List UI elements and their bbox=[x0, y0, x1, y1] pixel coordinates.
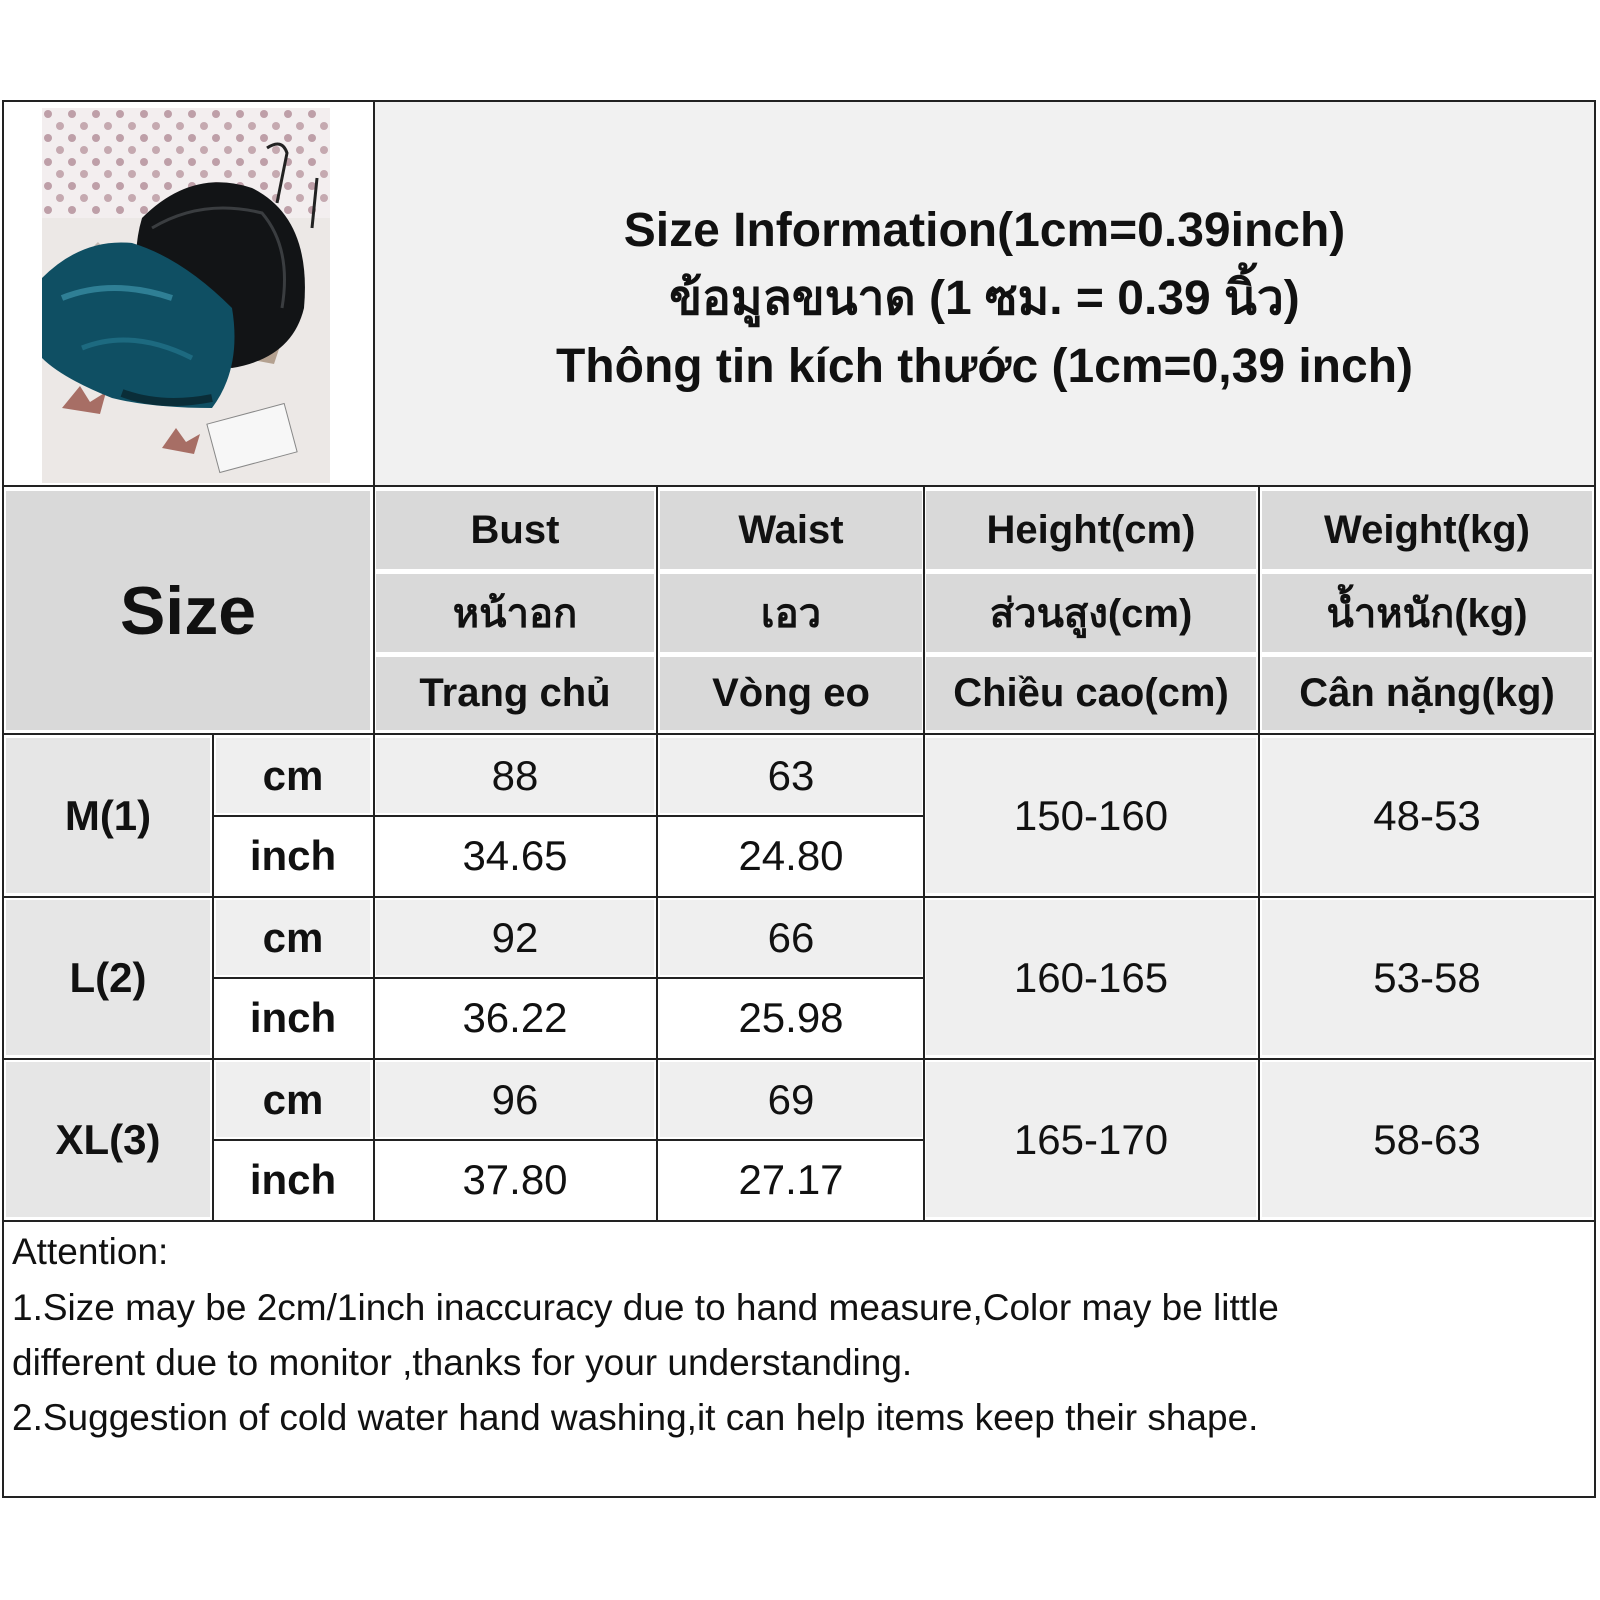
header-bottom-rule bbox=[2, 733, 1596, 735]
unit-cm bbox=[216, 900, 370, 975]
waist-inch-text: 25.98 bbox=[738, 993, 844, 1041]
table-top-rule bbox=[2, 485, 1596, 487]
weight-text: 48-53 bbox=[1373, 791, 1481, 839]
sub-rule-3 bbox=[212, 1139, 924, 1141]
col-height-th bbox=[926, 574, 1256, 652]
unit-inch bbox=[216, 1142, 370, 1217]
height-text: 165-170 bbox=[1013, 1115, 1169, 1163]
bust-cm-text: 92 bbox=[491, 913, 539, 961]
bust-cm-value bbox=[376, 1062, 654, 1137]
unit-cm bbox=[216, 738, 370, 813]
bust-cm-value bbox=[376, 900, 654, 975]
size-label-l bbox=[6, 900, 210, 1055]
size-header bbox=[6, 491, 370, 730]
unit-inch-label: inch bbox=[249, 1155, 337, 1203]
col-waist-th-label: เอว bbox=[760, 592, 822, 636]
height-value bbox=[926, 900, 1256, 1055]
weight-value bbox=[1262, 1062, 1592, 1217]
col-waist-en bbox=[660, 491, 922, 569]
size-label-text: XL(3) bbox=[55, 1115, 161, 1163]
col-height-en-label: Height(cm) bbox=[986, 507, 1196, 552]
col-weight-th-label: น้ำหนัก(kg) bbox=[1326, 592, 1528, 636]
waist-cm-value bbox=[660, 1062, 922, 1137]
col-bust-vi bbox=[376, 657, 654, 730]
title-english: Size Information(1cm=0.39inch) bbox=[623, 204, 1346, 257]
table-bottom-rule bbox=[2, 1220, 1596, 1222]
col-weight-vi bbox=[1262, 657, 1592, 730]
col-divider-waist bbox=[923, 487, 925, 1220]
unit-inch-label: inch bbox=[249, 831, 337, 879]
waist-cm-value bbox=[660, 738, 922, 813]
col-waist-vi-label: Vòng eo bbox=[712, 671, 870, 715]
col-bust-th bbox=[376, 574, 654, 652]
col-weight-en bbox=[1262, 491, 1592, 569]
unit-inch-label: inch bbox=[249, 993, 337, 1041]
waist-inch-text: 24.80 bbox=[738, 831, 844, 879]
height-value bbox=[926, 738, 1256, 893]
title-vietnamese: Thông tin kích thước (1cm=0,39 inch) bbox=[555, 340, 1413, 393]
attention-line-2: different due to monitor ,thanks for your understanding. bbox=[12, 1342, 913, 1383]
size-label-m bbox=[6, 738, 210, 893]
col-weight-th bbox=[1262, 574, 1592, 652]
unit-cm-label: cm bbox=[262, 913, 324, 961]
size-label-xl bbox=[6, 1062, 210, 1217]
col-bust-vi-label: Trang chủ bbox=[419, 671, 611, 715]
col-bust-en-label: Bust bbox=[470, 507, 560, 552]
col-weight-en-label: Weight(kg) bbox=[1324, 507, 1530, 552]
waist-cm-text: 63 bbox=[767, 751, 815, 799]
product-photo bbox=[42, 108, 330, 483]
waist-inch-value bbox=[660, 1142, 922, 1217]
col-divider-size bbox=[373, 487, 375, 1220]
attention-heading: Attention: bbox=[12, 1231, 169, 1272]
weight-text: 58-63 bbox=[1373, 1115, 1481, 1163]
bust-inch-text: 34.65 bbox=[462, 831, 568, 879]
row-rule-1 bbox=[2, 896, 1596, 898]
weight-value bbox=[1262, 738, 1592, 893]
col-waist-en-label: Waist bbox=[738, 507, 844, 552]
title-block bbox=[375, 102, 1594, 485]
sub-rule-2 bbox=[212, 977, 924, 979]
waist-cm-text: 66 bbox=[767, 913, 815, 961]
bust-inch-text: 36.22 bbox=[462, 993, 568, 1041]
unit-inch bbox=[216, 980, 370, 1055]
height-text: 160-165 bbox=[1013, 953, 1169, 1001]
col-divider-height bbox=[1258, 487, 1260, 1220]
size-header-label: Size bbox=[119, 572, 257, 649]
col-height-th-label: ส่วนสูง(cm) bbox=[989, 592, 1193, 636]
col-weight-vi-label: Cân nặng(kg) bbox=[1299, 671, 1555, 715]
bust-inch-value bbox=[376, 1142, 654, 1217]
unit-inch bbox=[216, 818, 370, 893]
product-image bbox=[42, 108, 330, 483]
waist-inch-text: 27.17 bbox=[738, 1155, 844, 1203]
bust-cm-text: 88 bbox=[491, 751, 539, 799]
waist-inch-value bbox=[660, 818, 922, 893]
col-bust-th-label: หน้าอก bbox=[452, 592, 578, 636]
size-label-text: M(1) bbox=[64, 791, 152, 839]
col-height-en bbox=[926, 491, 1256, 569]
sub-rule-1 bbox=[212, 815, 924, 817]
waist-cm-text: 69 bbox=[767, 1075, 815, 1123]
title-thai: ข้อมูลขนาด (1 ซม. = 0.39 นิ้ว) bbox=[669, 272, 1300, 325]
attention-line-3: 2.Suggestion of cold water hand washing,it can help items keep their shape. bbox=[12, 1397, 1259, 1438]
unit-cm-label: cm bbox=[262, 1075, 324, 1123]
bust-cm-text: 96 bbox=[491, 1075, 539, 1123]
col-waist-vi bbox=[660, 657, 922, 730]
height-text: 150-160 bbox=[1013, 791, 1169, 839]
unit-cm bbox=[216, 1062, 370, 1137]
bust-inch-value bbox=[376, 980, 654, 1055]
waist-inch-value bbox=[660, 980, 922, 1055]
unit-cm-label: cm bbox=[262, 751, 324, 799]
col-height-vi bbox=[926, 657, 1256, 730]
bust-cm-value bbox=[376, 738, 654, 813]
weight-value bbox=[1262, 900, 1592, 1055]
bust-inch-text: 37.80 bbox=[462, 1155, 568, 1203]
size-label-text: L(2) bbox=[69, 953, 147, 1001]
col-bust-en bbox=[376, 491, 654, 569]
bust-inch-value bbox=[376, 818, 654, 893]
col-height-vi-label: Chiều cao(cm) bbox=[953, 671, 1229, 715]
attention-line-1: 1.Size may be 2cm/1inch inaccuracy due to hand measure,Color may be little bbox=[12, 1287, 1279, 1328]
weight-text: 53-58 bbox=[1373, 953, 1481, 1001]
col-waist-th bbox=[660, 574, 922, 652]
col-divider-bust bbox=[656, 487, 658, 1220]
height-value bbox=[926, 1062, 1256, 1217]
row-rule-2 bbox=[2, 1058, 1596, 1060]
waist-cm-value bbox=[660, 900, 922, 975]
